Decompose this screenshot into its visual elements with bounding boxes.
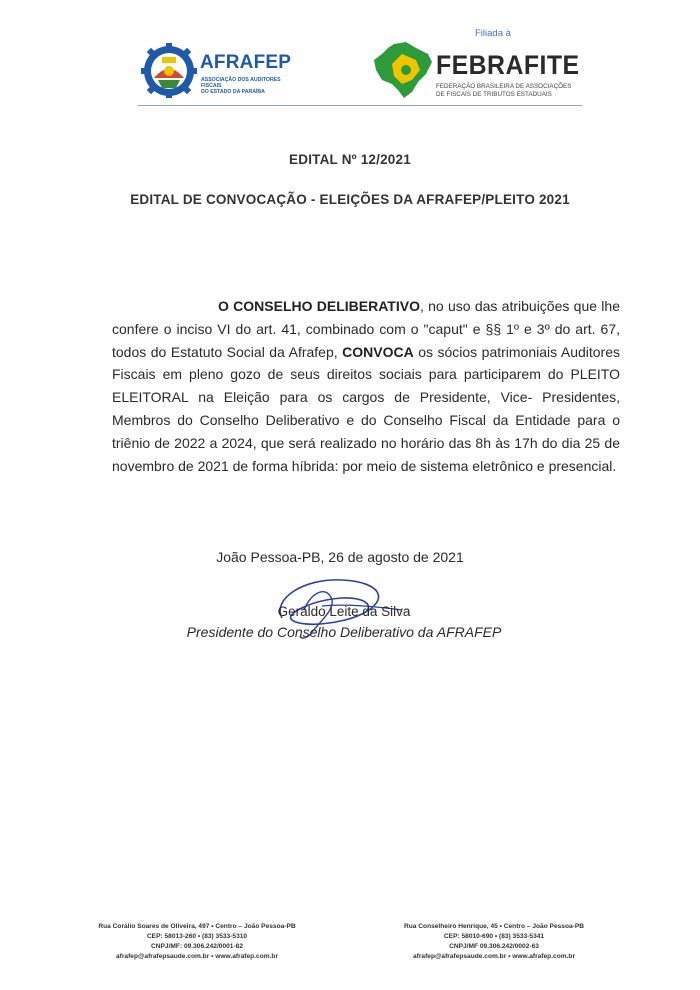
afrafep-emblem-icon: [140, 40, 198, 98]
febrafite-subtitle: [436, 83, 596, 99]
afrafep-subtitle: [201, 77, 301, 95]
afrafep-subtitle-line: DO ESTADO DA PARAÍBA: [201, 89, 265, 95]
footer-address-left: [67, 922, 327, 962]
edital-number: EDITAL Nº 12/2021: [289, 152, 411, 167]
afrafep-name: AFRAFEP: [200, 52, 292, 73]
afrafep-logo: [140, 40, 310, 100]
footer-line: CEP: 58013-260 • (83) 3533-5310: [146, 933, 248, 940]
footer-line: afrafep@afrafepsaude.com.br • www.afrafep.com.br: [412, 953, 576, 960]
body-text-part2: os sócios patrimoniais Auditores Fiscais em pleno gozo de seus direitos sociais para participarem do PLEITO ELEITORAL na Eleição para os cargos de Presidente, Vice- Presidentes, Membros do Conselho Deliberativo e do Conselho Fiscal da Entidade para o triênio de 2022 a 2024, que será realizado no horário das 8h às 17h do dia 25 de novembro de 2021 de forma híbrida: por meio de sistema eletrônico e presencial.: [112, 343, 621, 474]
febrafite-subtitle-line: DE FISCAIS DE TRIBUTOS ESTADUAIS: [436, 91, 552, 98]
place-date: João Pessoa-PB, 26 de agosto de 2021: [216, 549, 464, 565]
footer-line: CEP: 58010-690 • (83) 3533-5341: [443, 933, 545, 940]
footer-line: CNPJ/MF: 09.306.242/0001-82: [150, 943, 243, 950]
body-paragraph: [112, 295, 620, 477]
footer-address-right: [364, 922, 624, 962]
edital-subject: EDITAL DE CONVOCAÇÃO - ELEIÇÕES DA AFRAFEP/PLEITO 2021: [130, 192, 570, 207]
signatory-name: Geraldo Leite da Silva: [277, 604, 411, 619]
febrafite-logo: [372, 28, 602, 104]
convoca-bold-text: CONVOCA: [342, 343, 414, 360]
signatory-role: Presidente do Conselho Deliberativo da AFRAFEP: [186, 624, 502, 640]
febrafite-subtitle-line: FEDERAÇÃO BRASILEIRA DE ASSOCIAÇÕES: [436, 83, 572, 90]
footer-line: Rua Corálio Soares de Oliveira, 497 • Centro – João Pessoa-PB: [98, 923, 296, 930]
afrafep-subtitle-line: ASSOCIAÇÃO DOS AUDITORES FISCAIS: [201, 77, 281, 89]
filiada-label: Filiada à: [475, 28, 511, 39]
lead-bold-text: O CONSELHO DELIBERATIVO: [218, 298, 420, 314]
brazil-map-icon: [372, 40, 434, 100]
header-divider: [138, 105, 582, 106]
febrafite-name: FEBRAFITE: [436, 50, 580, 80]
footer-line: afrafep@afrafepsaude.com.br • www.afrafep.com.br: [115, 953, 279, 960]
body-text-part1: , no uso das atribuições que lhe confere o inciso VI do art. 41, combinado com o "caput" e §§ 1º e 3º do art. 67, todos do Estatuto Social da Afrafep,: [112, 298, 620, 360]
footer-line: CNPJ/MF 09.306.242/0002-63: [449, 943, 539, 950]
footer-line: Rua Conselheiro Henrique, 45 • Centro – João Pessoa-PB: [403, 923, 585, 930]
